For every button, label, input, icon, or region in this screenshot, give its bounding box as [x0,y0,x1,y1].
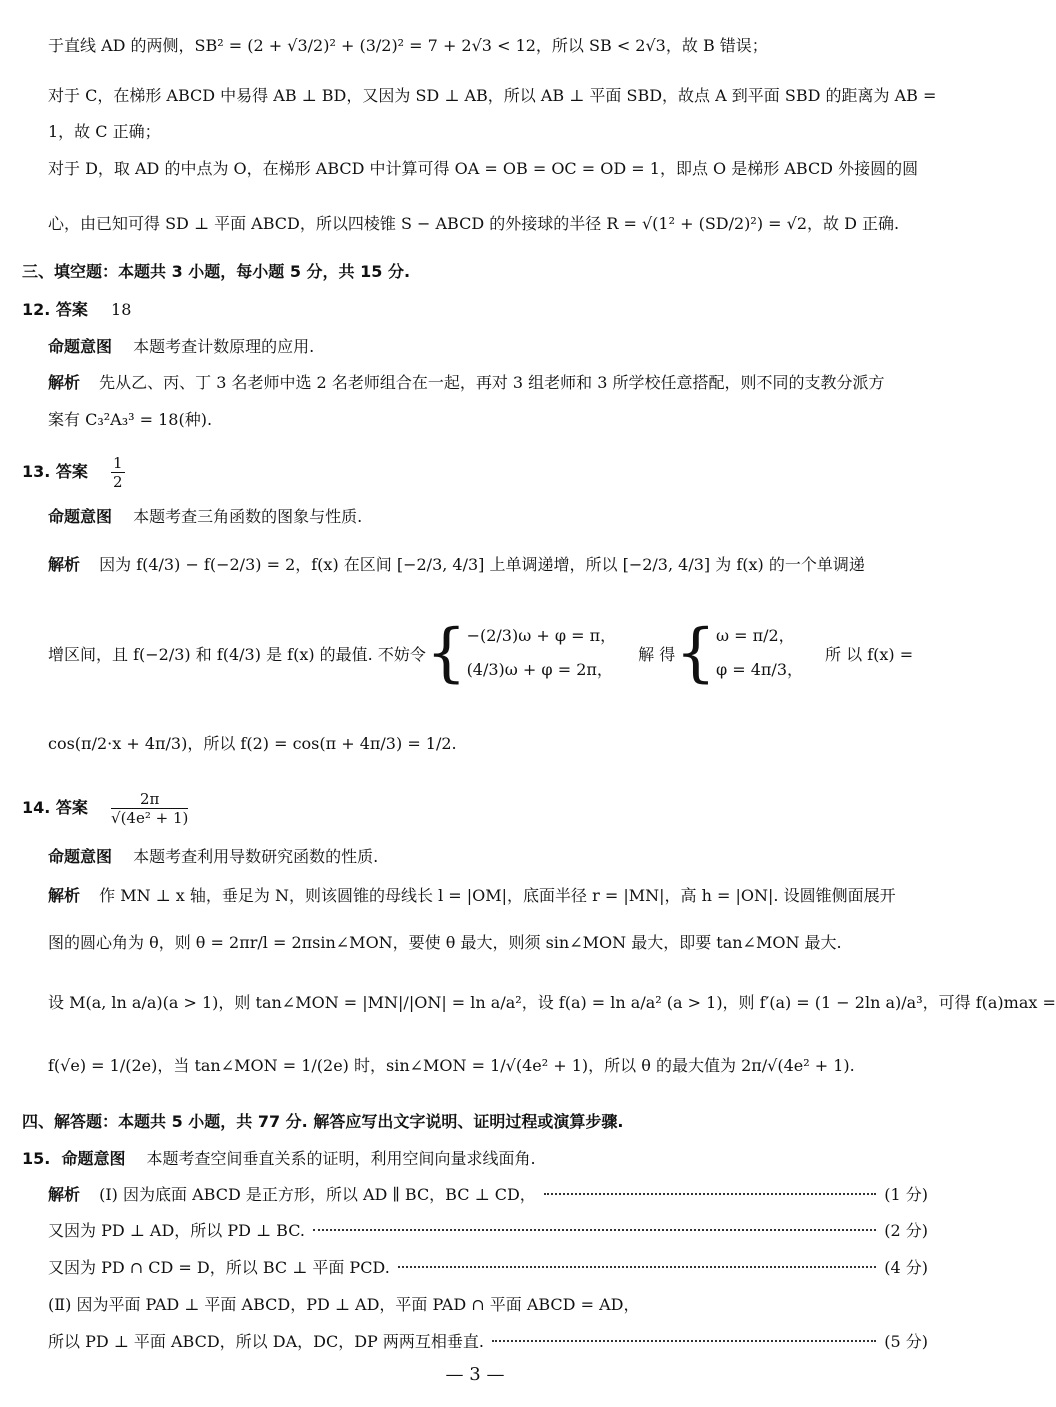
text-fragment: 所 以 f(x) = [825,644,914,664]
step-content: 又因为 PD ⊥ AD，所以 PD ⊥ BC. [48,1221,305,1240]
denominator: 2 [113,473,123,491]
step-text [48,1181,536,1209]
intent-text: 本题考查空间垂直关系的证明，利用空间向量求线面角. [146,1149,536,1168]
section-heading: 四、解答题：本题共 5 小题，共 77 分. 解答应写出文字说明、证明过程或演算步骤. [22,1112,624,1131]
score-points: (1 分) [884,1185,928,1204]
solution-step [48,1217,928,1245]
text-line: 图的圆心角为 θ，则 θ = 2πr/l = 2πsin∠MON，要使 θ 最大，则须 sin∠MON 最大，即要 tan∠MON 最大. [48,933,842,952]
analysis-label: 解析 [48,555,81,574]
text-line: 设 M(a, ln a/a)(a > 1)，则 tan∠MON = |MN|/|ON| = ln a/a²，设 f(a) = ln a/a² (a > 1)，则 f′(a) = (1 − 2ln a)/a³，可得 f(a)max = [48,993,1056,1012]
analysis-label: 解析 [48,886,81,905]
answer-fraction [111,790,188,827]
section-heading: 三、填空题：本题共 3 小题，每小题 5 分，共 15 分. [22,262,411,281]
step-content: 又因为 PD ∩ CD = D，所以 BC ⊥ 平面 PCD. [48,1258,390,1277]
analysis-line [48,882,928,910]
numerator: 2π [111,790,188,809]
text-fragment: 增区间，且 f(−2/3) 和 f(4/3) 是 f(x) 的最值. 不妨令 [48,644,426,664]
analysis-label: 解析 [48,1185,81,1204]
intent-text: 本题考查计数原理的应用. [133,337,315,356]
solution-step [48,1181,928,1209]
denominator: √(4e² + 1) [111,809,189,827]
step-content: (Ⅰ) 因为底面 ABCD 是正方形，所以 AD ∥ BC，BC ⊥ CD， [99,1185,536,1204]
question-12 [22,296,131,324]
intent-text: 本题考查三角函数的图象与性质. [133,507,363,526]
text-line: f(√e) = 1/(2e)，当 tan∠MON = 1/(2e) 时，sin∠MON = 1/√(4e² + 1)，所以 θ 的最大值为 2π/√(4e² + 1). [48,1056,855,1075]
intent-text: 本题考查利用导数研究函数的性质. [133,847,379,866]
analysis-text: 因为 f(4/3) − f(−2/3) = 2，f(x) 在区间 [−2/3, 4/3] 上单调递增，所以 [−2/3, 4/3] 为 f(x) 的一个单调递 [99,555,865,574]
analysis-label: 解析 [48,373,81,392]
equation: −(2/3)ω + φ = π， [466,626,617,645]
answer-label: 13. 答案 [22,462,88,481]
dot-leader [313,1229,876,1231]
text-line: cos(π/2·x + 4π/3)，所以 f(2) = cos(π + 4π/3) = 1/2. [48,734,457,753]
analysis-text: 作 MN ⊥ x 轴，垂足为 N，则该圆锥的母线长 l = |OM|，底面半径 r = |MN|，高 h = |ON|. 设圆锥侧面展开 [99,886,896,905]
text-fragment: 解 得 [638,644,676,664]
analysis-line [48,369,928,397]
answer-label: 14. 答案 [22,798,88,817]
analysis-line [48,551,928,579]
text-line: 对于 D，取 AD 的中点为 O，在梯形 ABCD 中计算可得 OA = OB = OC = OD = 1，即点 O 是梯形 ABCD 外接圆的圆 [48,159,919,178]
question-number: 15. [22,1149,51,1168]
dot-leader [544,1193,876,1195]
text-line: 案有 C₃²A₃³ = 18(种). [48,410,213,429]
equation: (4/3)ω + φ = 2π， [466,660,613,679]
text-line: 心，由已知可得 SD ⊥ 平面 ABCD，所以四棱锥 S − ABCD 的外接球的半径 R = √(1² + (SD/2)²) = √2，故 D 正确. [48,214,900,233]
solution-step [48,1328,928,1356]
dot-leader [398,1266,876,1268]
brace-icon: { [675,616,716,690]
score-points: (4 分) [884,1258,928,1277]
equation: ω = π/2， [715,626,795,645]
solution-system [716,619,803,687]
question-15 [22,1145,536,1173]
equation-system [467,619,617,687]
answer-label: 12. 答案 [22,300,88,319]
analysis-text: 先从乙、丙、丁 3 名老师中选 2 名老师组合在一起，再对 3 组老师和 3 所学校任意搭配，则不同的支教分派方 [99,373,885,392]
intent-label: 命题意图 [61,1149,126,1168]
step-content: 所以 PD ⊥ 平面 ABCD，所以 DA，DC，DP 两两互相垂直. [48,1332,484,1351]
page-number: — 3 — [445,1364,505,1385]
text-line: 1，故 C 正确； [48,122,161,141]
answer-fraction [111,454,125,491]
answer-value: 18 [111,300,132,319]
question-14 [22,790,190,827]
intent-line [48,333,928,361]
intent-label: 命题意图 [48,507,113,526]
text-line: 对于 C，在梯形 ABCD 中易得 AB ⊥ BD，又因为 SD ⊥ AB，所以 AB ⊥ 平面 SBD，故点 A 到平面 SBD 的距离为 AB = [48,86,937,105]
intent-line [48,843,928,871]
numerator: 1 [113,454,123,472]
intent-label: 命题意图 [48,337,113,356]
equation: φ = 4π/3， [715,660,804,679]
brace-icon: { [425,616,467,690]
intent-label: 命题意图 [48,847,113,866]
dot-leader [492,1340,876,1342]
score-points: (2 分) [884,1221,928,1240]
intent-line [48,503,928,531]
score-points: (5 分) [884,1332,928,1351]
analysis-line-system [48,618,928,688]
text-line: (Ⅱ) 因为平面 PAD ⊥ 平面 ABCD，PD ⊥ AD，平面 PAD ∩ 平面 ABCD = AD， [48,1295,640,1314]
solution-step [48,1254,928,1282]
question-13 [22,454,127,491]
text-line: 于直线 AD 的两侧，SB² = (2 + √3/2)² + (3/2)² = 7 + 2√3 < 12，所以 SB < 2√3，故 B 错误； [48,36,768,55]
